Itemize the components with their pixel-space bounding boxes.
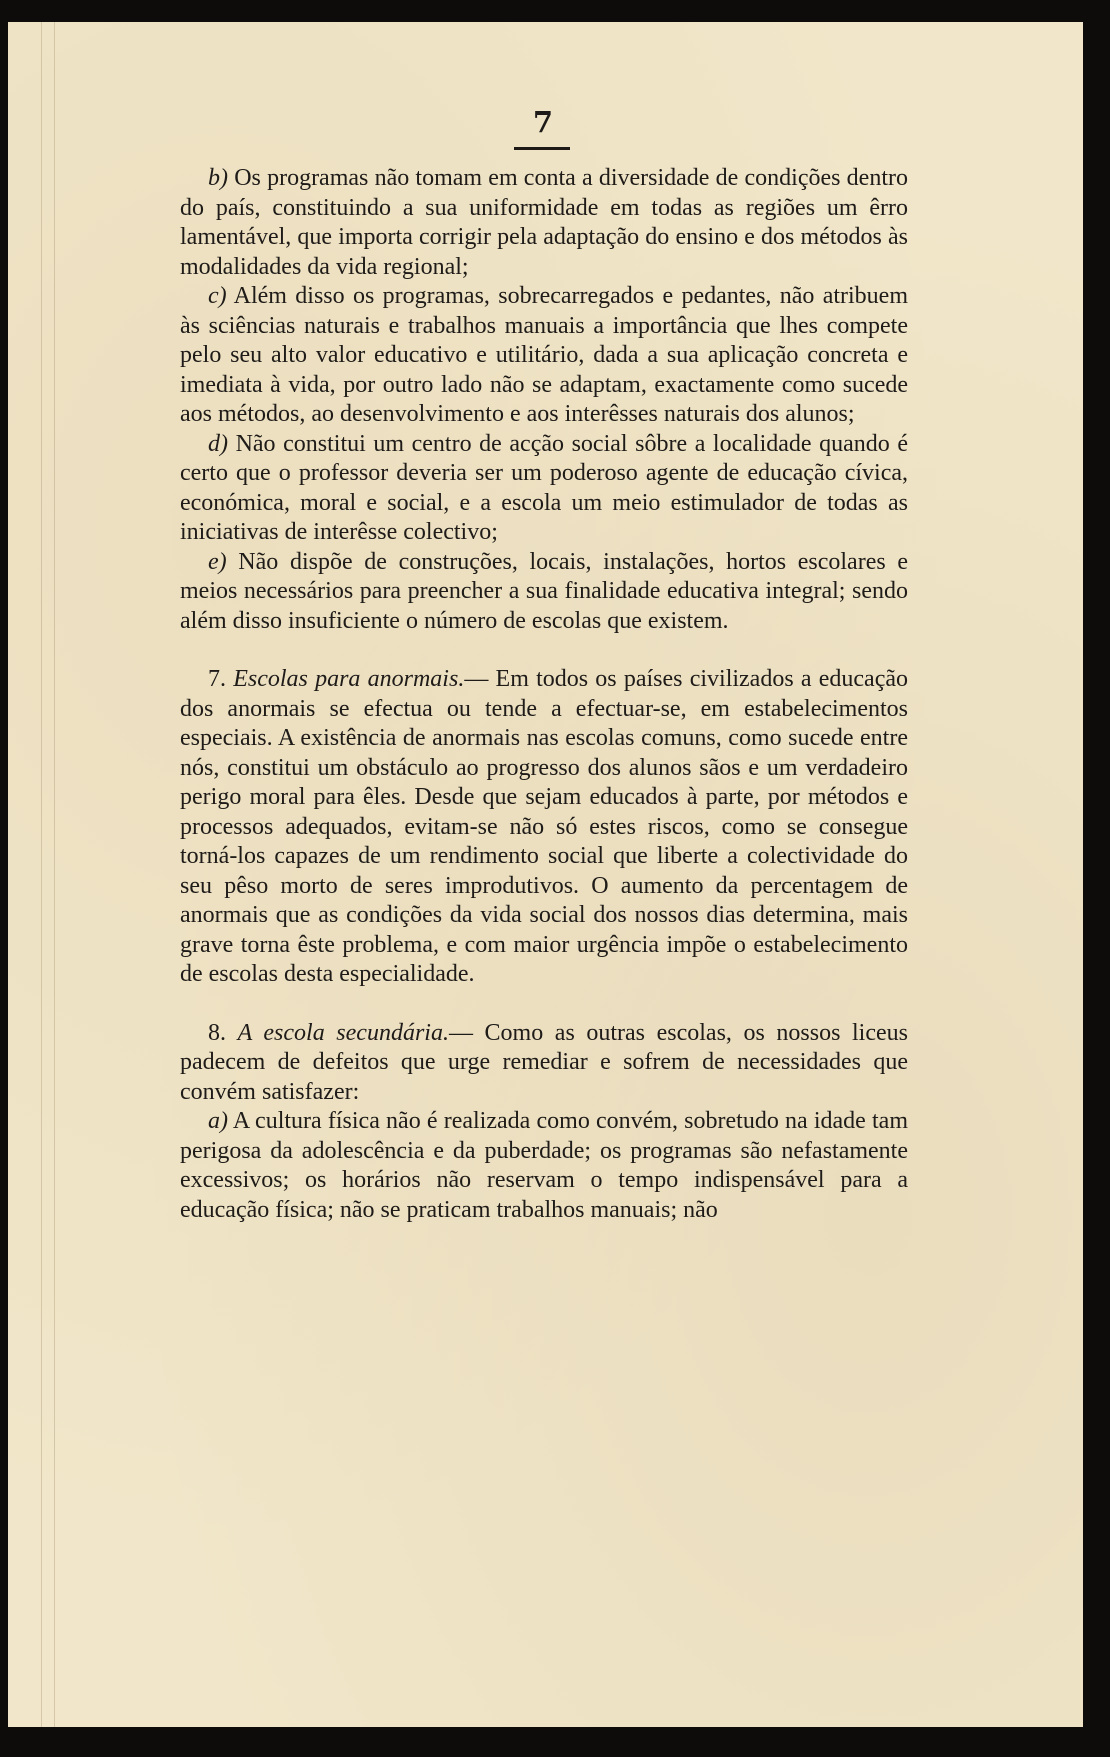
gutter-line: [41, 22, 42, 1727]
section-number: 8.: [208, 1019, 226, 1046]
item-marker: a): [208, 1108, 228, 1134]
paragraph-text: — Como as outras escolas, os nossos liceus padecem de defeitos que urge remediar e sofrem de necessidades que convém satisfazer:: [180, 1019, 908, 1105]
page-number: 7: [532, 105, 554, 139]
page-number-rule: [514, 147, 570, 150]
book-page: [8, 22, 1083, 1727]
section-8: [180, 1019, 908, 1108]
item-marker: e): [208, 548, 227, 575]
paragraph-a: [180, 1107, 908, 1225]
item-marker: c): [208, 283, 227, 309]
paragraph-text: — Em todos os países civilizados a educação dos anormais se efectua ou tende a efectuar-se, em estabelecimentos especiais. A existência de anormais nas escolas comuns, como sucede entre nós, constitui um obstáculo ao progresso dos alunos sãos e um verdadeiro perigo moral para êles. Desde que sejam educados à parte, por métodos e processos adequados, evitam-se não só estes riscos, como se consegue torná-los capazes de um rendimento social que liberte a colectividade do seu pêso morto de seres improdutivos. O aumento da percentagem de anormais que as condições da vida social dos nossos dias determina, mais grave torna êste problema, e com maior urgência impõe o estabelecimento de escolas desta especialidade.: [180, 666, 909, 987]
item-marker: d): [208, 430, 228, 457]
paragraph-text: Não constitui um centro de acção social sôbre a localidade quando é certo que o professor deveria ser um poderoso agente de educação cívica, económica, moral e social, e a escola um meio estimulador de todas as iniciativas de interêsse colectivo;: [180, 430, 908, 545]
paragraph-text: Os programas não tomam em conta a diversidade de condições dentro do país, constituindo a sua uniformidade em todas as regiões um êrro lamentável, que importa corrigir pela adaptação do ensino e dos métodos às modalidades da vida regional;: [180, 165, 908, 280]
item-marker: b): [208, 165, 228, 191]
paragraph-text: Não dispõe de construções, locais, instalações, hortos escolares e meios necessários para preencher a sua finalidade educativa integral; sendo além disso insuficiente o número de escolas que existem.: [180, 548, 908, 634]
paragraph-c: [180, 282, 908, 430]
paragraph-e: [180, 548, 908, 637]
gutter-line: [54, 22, 55, 1727]
paragraph-b: [180, 164, 908, 282]
section-heading: Escolas para anormais.: [233, 666, 465, 692]
paragraph-d: [180, 430, 908, 548]
body-text: [180, 164, 908, 1225]
section-number: 7.: [208, 666, 226, 692]
section-heading: A escola secundária.: [237, 1019, 449, 1046]
paragraph-text: A cultura física não é realizada como convém, sobretudo na idade tam perigosa da adolescência e da puberdade; os programas são nefastamente excessivos; os horários não reservam o tempo indispensável para a educação física; não se praticam trabalhos manuais; não: [180, 1108, 908, 1223]
section-7: [180, 665, 908, 990]
paragraph-text: Além disso os programas, sobrecarregados e pedantes, não atribuem às sciências naturais e trabalhos manuais a importância que lhes compete pelo seu alto valor educativo e utilitário, dada a sua aplicação concreta e imediata à vida, por outro lado não se adaptam, exactamente como sucede aos métodos, ao desenvolvimento e aos interêsses naturais dos alunos;: [180, 283, 908, 427]
